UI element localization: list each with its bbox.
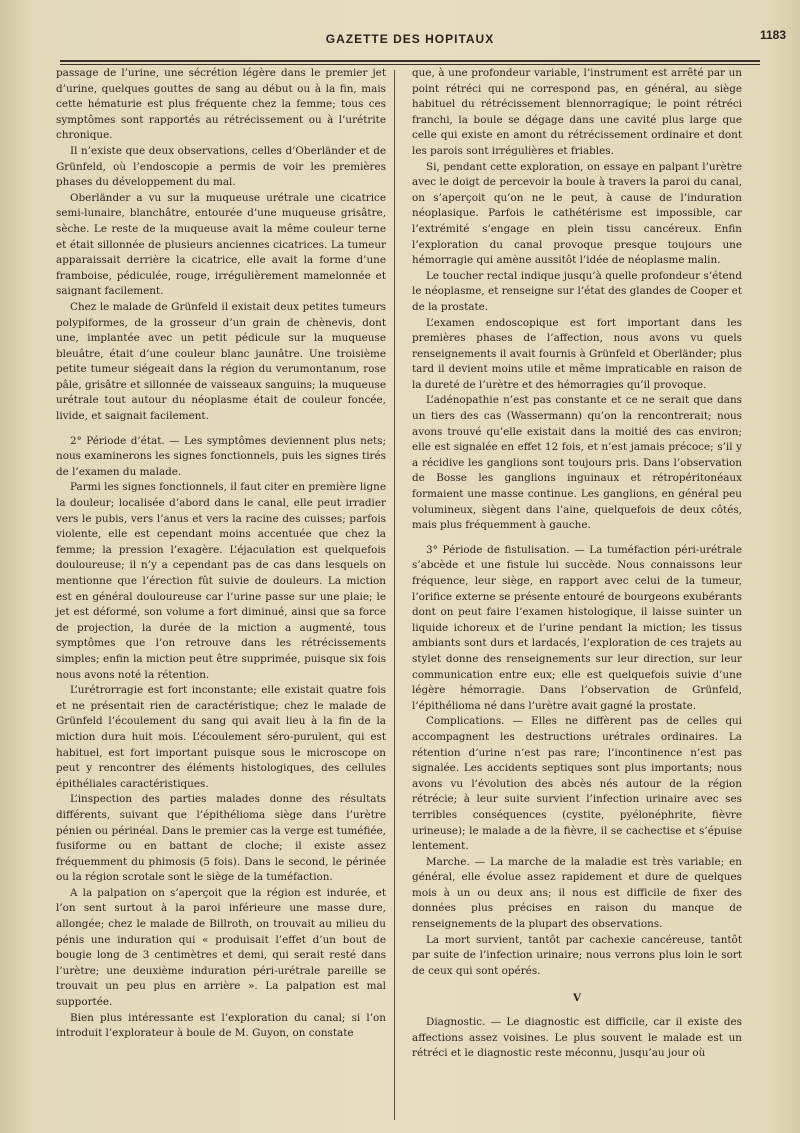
- paragraph: Il n’existe que deux observations, celles d’Oberländer et de Grünfeld, où l’endoscopie a permis de voir les premières phases du développement du mal.: [56, 144, 386, 189]
- section-numeral: V: [572, 992, 582, 1005]
- paragraph: Oberländer a vu sur la muqueuse urétrale une cicatrice semi-lunaire, blanchâtre, entourée d’une muqueuse grisâtre, sèche. Le reste de la muqueuse avait la même couleur terne et était sillonnée de plusieurs anciennes cicatrices. La tumeur apparaissait derrière la cicatrice, elle avait la forme d’une framboise, pédiculée, rouge, irrégulièrement mamelonnée et saignant facilement.: [56, 191, 386, 298]
- paragraph: Si, pendant cette exploration, on essaye en palpant l’urètre avec le doigt de percevoir la boule à travers la paroi du canal, on s’aperçoit qu’on ne le peut, à cause de l’induration néoplasique. Parfois le cathétérisme est impossible, car l’extrémité s’engage en plein tissu cancéreux. Enfin l’exploration du canal provoque presque toujours une hémorragie qui amène aussitôt l’idée de néoplasme malin.: [412, 160, 742, 267]
- paragraph: L’urétrorragie est fort inconstante; elle existait quatre fois et ne présentait rien de caractéristique; chez le malade de Grünfeld l’écoulement du sang qui avait lieu à la fin de la miction dura huit mois. L’écoulement séro-purulent, qui est habituel, est fort important puisque sous le microscope on peut y rencontrer des éléments histologiques, des cellules épithéliales caractéristiques.: [56, 684, 386, 790]
- page-number: 1183: [759, 28, 786, 42]
- paragraph: La mort survient, tantôt par cachexie cancéreuse, tantôt par suite de l’infection urinaire; nous verrons plus loin le sort de ceux qui sont opérés.: [412, 933, 742, 977]
- journal-title: GAZETTE DES HOPITAUX: [325, 32, 495, 46]
- paragraph: L’adénopathie n’est pas constante et ce ne serait que dans un tiers des cas (Wassermann) qu’on la rencontrerait; nous avons trouvé qu’elle existait dans la moitié des cas environ; elle est signalée en effet 12 fois, et n’est jamais précoce; s’il y a récidive les ganglions sont toujours pris. Dans l’observation de Bosse les ganglions inguinaux et rétropéritonéaux formaient une masse continue. Les ganglions, en général peu volumineux, siègent dans l’aine, quelquefois de deux côtés, mais plus fréquemment à gauche.: [412, 394, 742, 532]
- right-column: [412, 66, 742, 1062]
- header-rule-thin: [60, 64, 760, 65]
- header-rule: [60, 60, 760, 62]
- paragraph: Chez le malade de Grünfeld il existait deux petites tumeurs polypiformes, de la grosseur d’un grain de chènevis, dont une, implantée avec un petit pédicule sur la muqueuse bleuâtre, était d’une couleur blanc jaunâtre. Une troisième petite tumeur siégeait dans la région du verumontanum, rose pâle, grisâtre et sillonnée de vaisseaux sanguins; la muqueuse urétrale tout autour du néoplasme était de couleur foncée, livide, et saignait facilement.: [56, 300, 386, 423]
- paragraph: L’inspection des parties malades donne des résultats différents, suivant que l’épithélioma siège dans l’urètre pénien ou périnéal. Dans le premier cas la verge est tuméfiée, fusiforme ou en battant de cloche; il existe assez fréquemment du phimosis (5 fois). Dans le second, le périnée ou la région scrotale sont le siège de la tuméfaction.: [56, 793, 386, 884]
- paragraph: L’examen endoscopique est fort important dans les premières phases de l’affection, nous avons vu quels renseignements il avait fournis à Grünfeld et Oberländer; plus tard il devient moins utile et même impraticable en raison de la dureté de l’urètre et des hémorragies qu’il provoque.: [412, 316, 742, 391]
- paragraph: Le toucher rectal indique jusqu’à quelle profondeur s’étend le néoplasme, et renseigne sur l’état des glandes de Cooper et de la prostate.: [412, 269, 742, 313]
- section-paragraph: 2° Période d’état. — Les symptômes deviennent plus nets; nous examinerons les signes fonctionnels, puis les signes tirés de l’examen du malade.: [56, 434, 386, 478]
- paragraph: Complications. — Elles ne diffèrent pas de celles qui accompagnent les destructions urétrales ordinaires. La rétention d’urine n’est pas rare; l’incontinence n’est pas signalée. Les accidents septiques sont plus importants; nous avons vu l’évolution des abcès nés autour de la région rétrécie; à leur suite survient l’infection urinaire avec ses terribles conséquences (cystite, pyélonéphrite, fièvre urineuse); le malade a de la fièvre, il se cachectise et s’épuise lentement.: [412, 715, 742, 853]
- paragraph: Marche. — La marche de la maladie est très variable; en général, elle évolue assez rapidement et dure de quelques mois à un ou deux ans; il nous est difficile de fixer des données plus précises en raison du manque de renseignements de la plupart des observations.: [412, 855, 742, 931]
- page-header: [60, 26, 786, 48]
- left-column: [56, 66, 386, 1042]
- column-divider: [394, 70, 395, 1120]
- paragraph: passage de l’urine, une sécrétion légère dans le premier jet d’urine, quelques gouttes de sang au début ou à la fin, mais cette hématurie est plus fréquente chez la femme; tous ces symptômes sont rapportés au rétrécissement ou à l’urétrite chronique.: [56, 67, 386, 142]
- paragraph: que, à une profondeur variable, l’instrument est arrêté par un point rétréci qui ne correspond pas, en général, au siège habituel du rétrécissement blennorragique; le point rétréci franchi, la boule se dégage dans une cavité plus large que celle qui existe en amont du rétrécissement ordinaire et dont les parois sont irrégulières et friables.: [412, 67, 742, 157]
- paragraph: Bien plus intéressante est l’exploration du canal; si l’on introduit l’explorateur à boule de M. Guyon, on constate: [56, 1011, 386, 1040]
- section-paragraph: 3° Période de fistulisation. — La tuméfaction péri-urétrale s’abcède et une fistule lui succède. Nous connaissons leur fréquence, leur siège, en rapport avec celui de la tumeur, l’orifice externe se présente entouré de bourgeons exubérants dont on peut faire l’examen histologique, il laisse suinter un liquide ichoreux et de l’urine pendant la miction; les tissus ambiants sont durs et lardacés, l’exploration de ces trajets au stylet donne des renseignements sur leur direction, sur leur communication entre eux; elle est quelquefois suivie d’une légère hémorragie. Dans l’observation de Grünfeld, l’épithélioma né dans l’urètre avait gagné la prostate.: [412, 543, 742, 712]
- diagnostic-paragraph: Diagnostic. — Le diagnostic est difficile, car il existe des affections assez voisines. Le plus souvent le malade est un rétréci et le diagnostic reste méconnu, jusqu’au jour où: [412, 1016, 742, 1060]
- paragraph: Parmi les signes fonctionnels, il faut citer en première ligne la douleur; localisée d’abord dans le canal, elle peut irradier vers le pubis, vers l’anus et vers la racine des cuisses; parfois violente, elle est cependant moins accentuée que chez la femme; la pression l’exagère. L’éjaculation est quelquefois douloureuse; il n’y a cependant pas de cas dans lesquels on mentionne que l’érection fût suivie de douleurs. La miction est en général douloureuse car l’urine passe sur une plaie; le jet est déformé, son volume a fort diminué, ainsi que sa force de projection, la durée de la miction a augmenté, tous symptômes que l’on retrouve dans les rétrécissements simples; enfin la miction peut être supprimée, puisque six fois nous avons noté la rétention.: [56, 481, 386, 681]
- paragraph: A la palpation on s’aperçoit que la région est indurée, et l’on sent surtout à la paroi inférieure une masse dure, allongée; chez le malade de Billroth, on trouvait au milieu du pénis une induration qui « produisait l’effet d’un bout de bougie long de 3 centimètres et demi, qui serait resté dans l’urètre; une deuxième induration péri-urétrale pareille se trouvait un peu plus en arrière ». La palpation est mal supportée.: [56, 886, 386, 1009]
